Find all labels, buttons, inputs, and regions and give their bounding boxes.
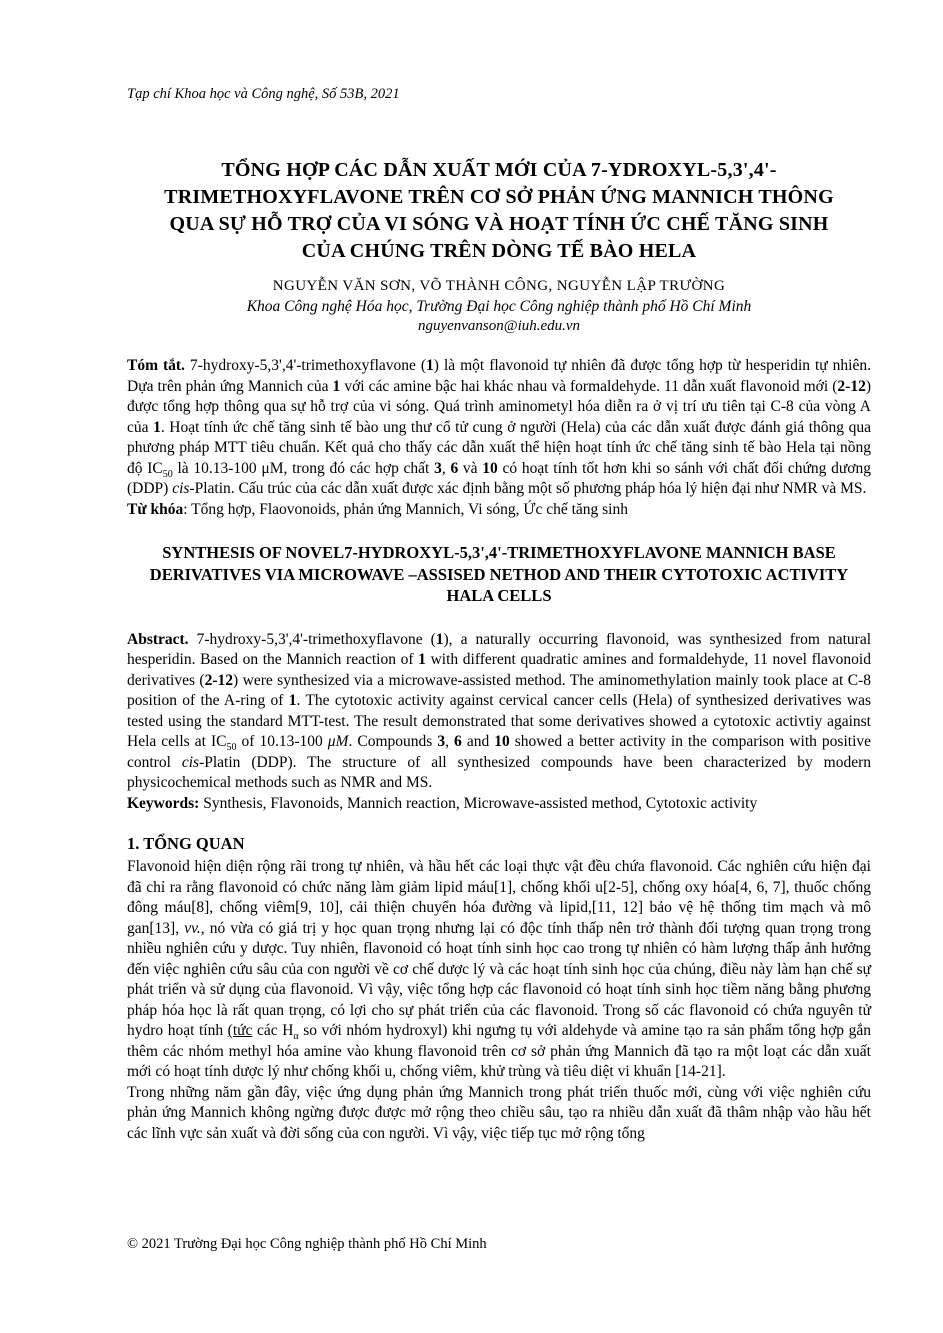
journal-header: Tạp chí Khoa học và Công nghệ, Số 53B, 2021	[127, 86, 400, 102]
abstract-english: Abstract. 7-hydroxy-5,3',4'-trimethoxyflavone (1), a naturally occurring flavonoid, was synthesized from natural hesperidin. Based on the Mannich reaction of 1 with different quadratic amines and formaldehyde, 11 novel flavonoid derivatives (2-12) were synthesized via a microwave-assisted method. The aminomethylation mainly took place at C-8 position of the A-ring of 1. The cytotoxic activity against cervical cancer cells (Hela) of synthesized derivatives was tested using the standard MTT-test. The result demonstrated that some derivatives showed a cytotoxic activtiy against Hela cells at $IC_{50}$ of 10.13-100 μM. Compounds 3, 6 and 10 showed a better activity in the comparison with positive control cis-Platin (DDP). The structure of all synthesized compounds have been characterized by modern physicochemical methods such as NMR and MS.	[127, 630, 871, 791]
keywords-english: Keywords: Synthesis, Flavonoids, Mannich reaction, Microwave-assisted method, Cytotoxic activity	[127, 794, 758, 812]
article-title-vi: TỔNG HỢP CÁC DẪN XUẤT MỚI CỦA 7-YDROXYL-5,3',4'-TRIMETHOXYFLAVONE TRÊN CƠ SỞ PHẢN ỨNG MANNICH THÔNG QUA SỰ HỖ TRỢ CỦA VI SÓNG VÀ HOẠT TÍNH ỨC CHẾ TĂNG SINH CỦA CHÚNG TRÊN DÒNG TẾ BÀO HELA	[164, 159, 834, 262]
article-title-en: SYNTHESIS OF NOVEL7-HYDROXYL-5,3',4'-TRIMETHOXYFLAVONE MANNICH BASE DERIVATIVES VIA MICROWAVE –ASSISED NETHOD AND THEIR CYTOTOXIC ACTIVITY HALA CELLS	[149, 543, 849, 605]
section-1-heading: 1. TỔNG QUAN	[127, 834, 245, 853]
body-paragraph-1: Flavonoid hiện diện rộng rãi trong tự nhiên, và hầu hết các loại thực vật đều chứa flavonoid. Các nghiên cứu hiện đại đã chỉ ra rằng flavonoid có chức năng làm giảm lipid máu[1], chống khối u[2-5], chống oxy hóa[4, 6, 7], thuốc chống đông máu[8], chống viêm[9, 10], cải thiện chuyển hóa đường và lipid,[11, 12] bảo vệ hệ thống tim mạch và mô gan[13], vv., nó vừa có giá trị y học quan trọng nhưng lại có độc tính thấp nên trở thành đối tượng quan trọng trong nhiều nghiên cứu y dược. Tuy nhiên, flavonoid có hoạt tính sinh học cao trong tự nhiên có hàm lượng thấp ảnh hưởng đến việc nghiên cứu sâu của con người về cơ chế dược lý và các hoạt tính sinh học của chúng, điều này làm hạn chế sự phát triển và sử dụng của flavonoid. Vì vậy, việc tổng hợp các flavonoid có hoạt tính sinh học tiềm năng bằng phương pháp hóa học là rất quan trọng, có lợi cho sự phát triển của các flavonoid. Trong số các flavonoid có chứa nguyên tử hydro hoạt tính (tức các $H_\alpha$ so với nhóm hydroxyl) khi ngưng tụ với aldehyde và amine tạo ra sản phẩm tổng hợp gắn thêm các nhóm methyl hóa amine vào khung flavonoid trên cơ sở phản ứng Mannich đã tạo ra một loạt các dẫn xuất mới có hoạt tính dược lý như chống khối u, chống viêm, khử trùng và tiêu diệt vi khuẩn [14-21].	[127, 858, 871, 1080]
author-email: nguyenvanson@iuh.edu.vn	[417, 318, 581, 334]
affiliation-line: Khoa Công nghệ Hóa học, Trường Đại học Công nghiệp thành phố Hồ Chí Minh	[246, 298, 752, 315]
abstract-vietnamese: Tóm tắt. 7-hydroxy-5,3',4'-trimethoxyflavone (1) là một flavonoid tự nhiên đã được tổng hợp từ hesperidin tự nhiên. Dựa trên phản ứng Mannich của 1 với các amine bậc hai khác nhau và formaldehyde. 11 dẫn xuất flavonoid mới (2-12) được tổng hợp thông qua sự hỗ trợ của vi sóng. Quá trình aminometyl hóa diễn ra ở vị trí ưu tiên tại C-8 của vòng A của 1. Hoạt tính ức chế tăng sinh tế bào ung thư cổ tử cung ở người (Hela) của các dẫn xuất được đánh giá thông qua phương pháp MTT tiêu chuẩn. Kết quả cho thấy các dẫn xuất thể hiện hoạt tính ức chế tăng sinh tế bào Hela tại nồng độ $IC_{50}$ là 10.13-100 μM, trong đó các hợp chất 3, 6 và 10 có hoạt tính tốt hơn khi so sánh với chất đối chứng dương (DDP) cis-Platin. Cấu trúc của các dẫn xuất được xác định bằng một số phương pháp hóa lý hiện đại như NMR và MS.	[127, 357, 871, 497]
body-paragraph-2: Trong những năm gần đây, việc ứng dụng phản ứng Mannich trong phát triển thuốc mới, cùng với việc nghiên cứu phản ứng Mannich không ngừng được được mở rộng theo chiều sâu, tạo ra nhiều dẫn xuất đã thâm nhập vào hầu hết các lĩnh vực sản xuất và đời sống của con người. Vì vậy, việc tiếp tục mở rộng tổng	[127, 1083, 871, 1142]
keywords-vietnamese: Từ khóa: Tổng hợp, Flaovonoids, phản ứng Mannich, Vi sóng, Ức chế tăng sinh	[127, 500, 628, 518]
copyright-footer: © 2021 Trường Đại học Công nghiệp thành phố Hồ Chí Minh	[127, 1236, 487, 1252]
authors-line: NGUYỄN VĂN SƠN, VÕ THÀNH CÔNG, NGUYỄN LẬP TRƯỜNG	[272, 278, 726, 294]
